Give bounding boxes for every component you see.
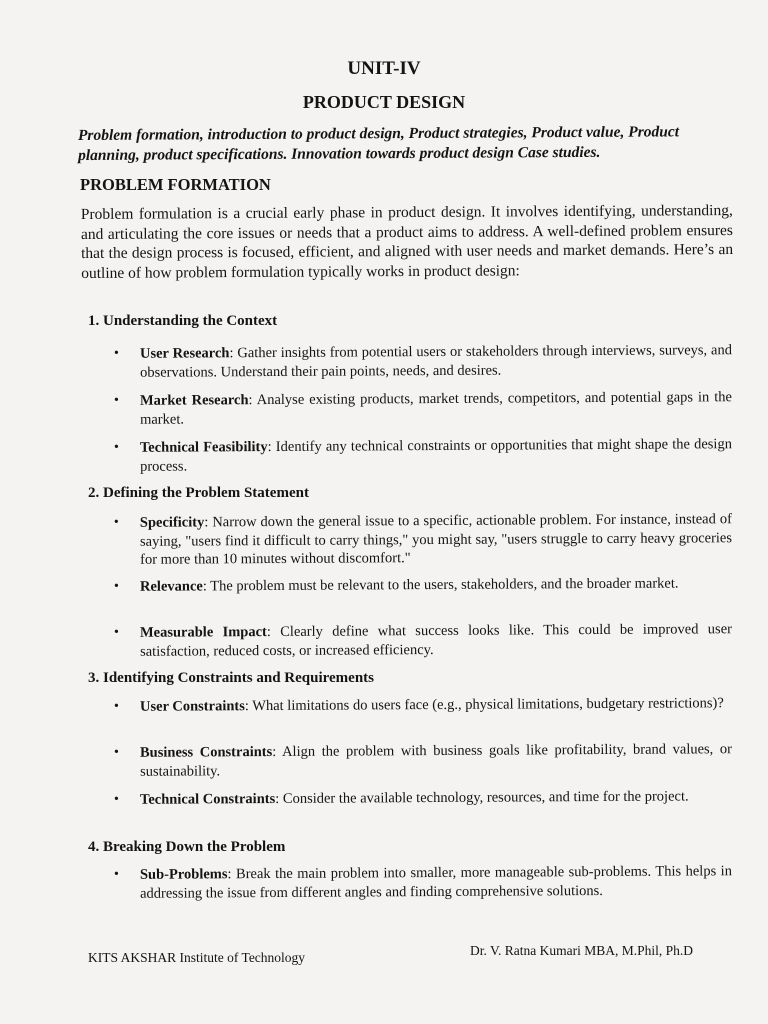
item-text: : The problem must be relevant to the users, stakeholders, and the broader market. [202, 575, 679, 595]
item-term: User Research [139, 345, 230, 362]
list-item [113, 388, 732, 429]
topics-line: Problem formation, introduction to product design, Product strategies, Product value, Product planning, product specifications. Innovation towards product design Case studies. [77, 123, 680, 165]
item-text: : Align the problem with business goals like profitability, brand values, or sustainability. [140, 741, 733, 780]
item-text: : Break the main problem into smaller, more manageable sub-problems. This helps in addressing the issue from different angles and finding comprehensive solutions. [140, 863, 732, 902]
item-term: Technical Feasibility [139, 439, 268, 456]
list-item [113, 574, 732, 596]
bullet-icon: • [113, 439, 119, 455]
page-title: PRODUCT DESIGN [302, 92, 466, 112]
item-term: Business Constraints [139, 744, 273, 761]
footer-institute: KITS AKSHAR Institute of Technology [88, 950, 306, 965]
list-item [113, 740, 733, 781]
bullet-icon: • [113, 578, 119, 594]
list-item [113, 694, 732, 716]
subsection-heading-3: 3. Identifying Constraints and Requirements [88, 670, 375, 686]
subsection-heading-4: 4. Breaking Down the Problem [88, 839, 286, 855]
unit-heading: UNIT-IV [347, 58, 421, 79]
bullet-icon: • [113, 392, 119, 408]
bullet-icon: • [113, 514, 119, 530]
item-text: : Identify any technical constraints or opportunities that might shape the design process. [140, 436, 732, 475]
footer-author: Dr. V. Ratna Kumari MBA, M.Phil, Ph.D [470, 943, 694, 958]
item-term: Relevance [139, 578, 203, 595]
list-item [113, 341, 732, 382]
subsection-heading-1: 1. Understanding the Context [88, 313, 278, 329]
bullet-icon: • [113, 866, 119, 882]
list-item [113, 435, 732, 476]
bullet-icon: • [113, 791, 119, 807]
item-term: Specificity [139, 514, 205, 531]
intro-paragraph: Problem formulation is a crucial early phase in product design. It involves identifying, understanding, and articulating the core issues or needs that a product aims to address. A well-defined problem ensures that the design process is focused, efficient, and aligned with user needs and market demands. Here’s an outline of how problem formulation typically works in product design: [80, 202, 734, 282]
item-text: : Clearly define what success looks like. This could be improved user satisfaction, reduced costs, or increased efficiency. [140, 621, 733, 660]
item-term: User Constraints [139, 698, 245, 715]
list-item [113, 862, 732, 903]
subsection-heading-2: 2. Defining the Problem Statement [88, 485, 309, 501]
item-term: Market Research [139, 392, 249, 409]
bullet-icon: • [113, 345, 119, 361]
list-item [113, 787, 732, 809]
bullet-icon: • [113, 624, 119, 640]
section-heading-problem-formation: PROBLEM FORMATION [80, 175, 271, 194]
item-text: : Narrow down the general issue to a specific, actionable problem. For instance, instead of saying, "users find it difficult to carry things," you might say, "users struggle to carry heavy groceries for more than 10 minutes without discomfort." [139, 511, 733, 568]
item-text: : What limitations do users face (e.g., physical limitations, budgetary restrictions)? [244, 695, 724, 715]
list-item [113, 620, 733, 661]
item-term: Measurable Impact [139, 624, 267, 641]
item-term: Technical Constraints [139, 790, 276, 808]
list-item [113, 510, 733, 569]
item-term: Sub-Problems [139, 866, 228, 883]
item-text: : Gather insights from potential users or stakeholders through interviews, surveys, and observations. Understand their pain points, needs, and desires. [140, 342, 732, 381]
bullet-icon: • [113, 744, 119, 760]
bullet-icon: • [113, 698, 119, 714]
item-text: : Analyse existing products, market trends, competitors, and potential gaps in the market. [140, 389, 732, 428]
item-text: : Consider the available technology, resources, and time for the project. [275, 788, 689, 807]
